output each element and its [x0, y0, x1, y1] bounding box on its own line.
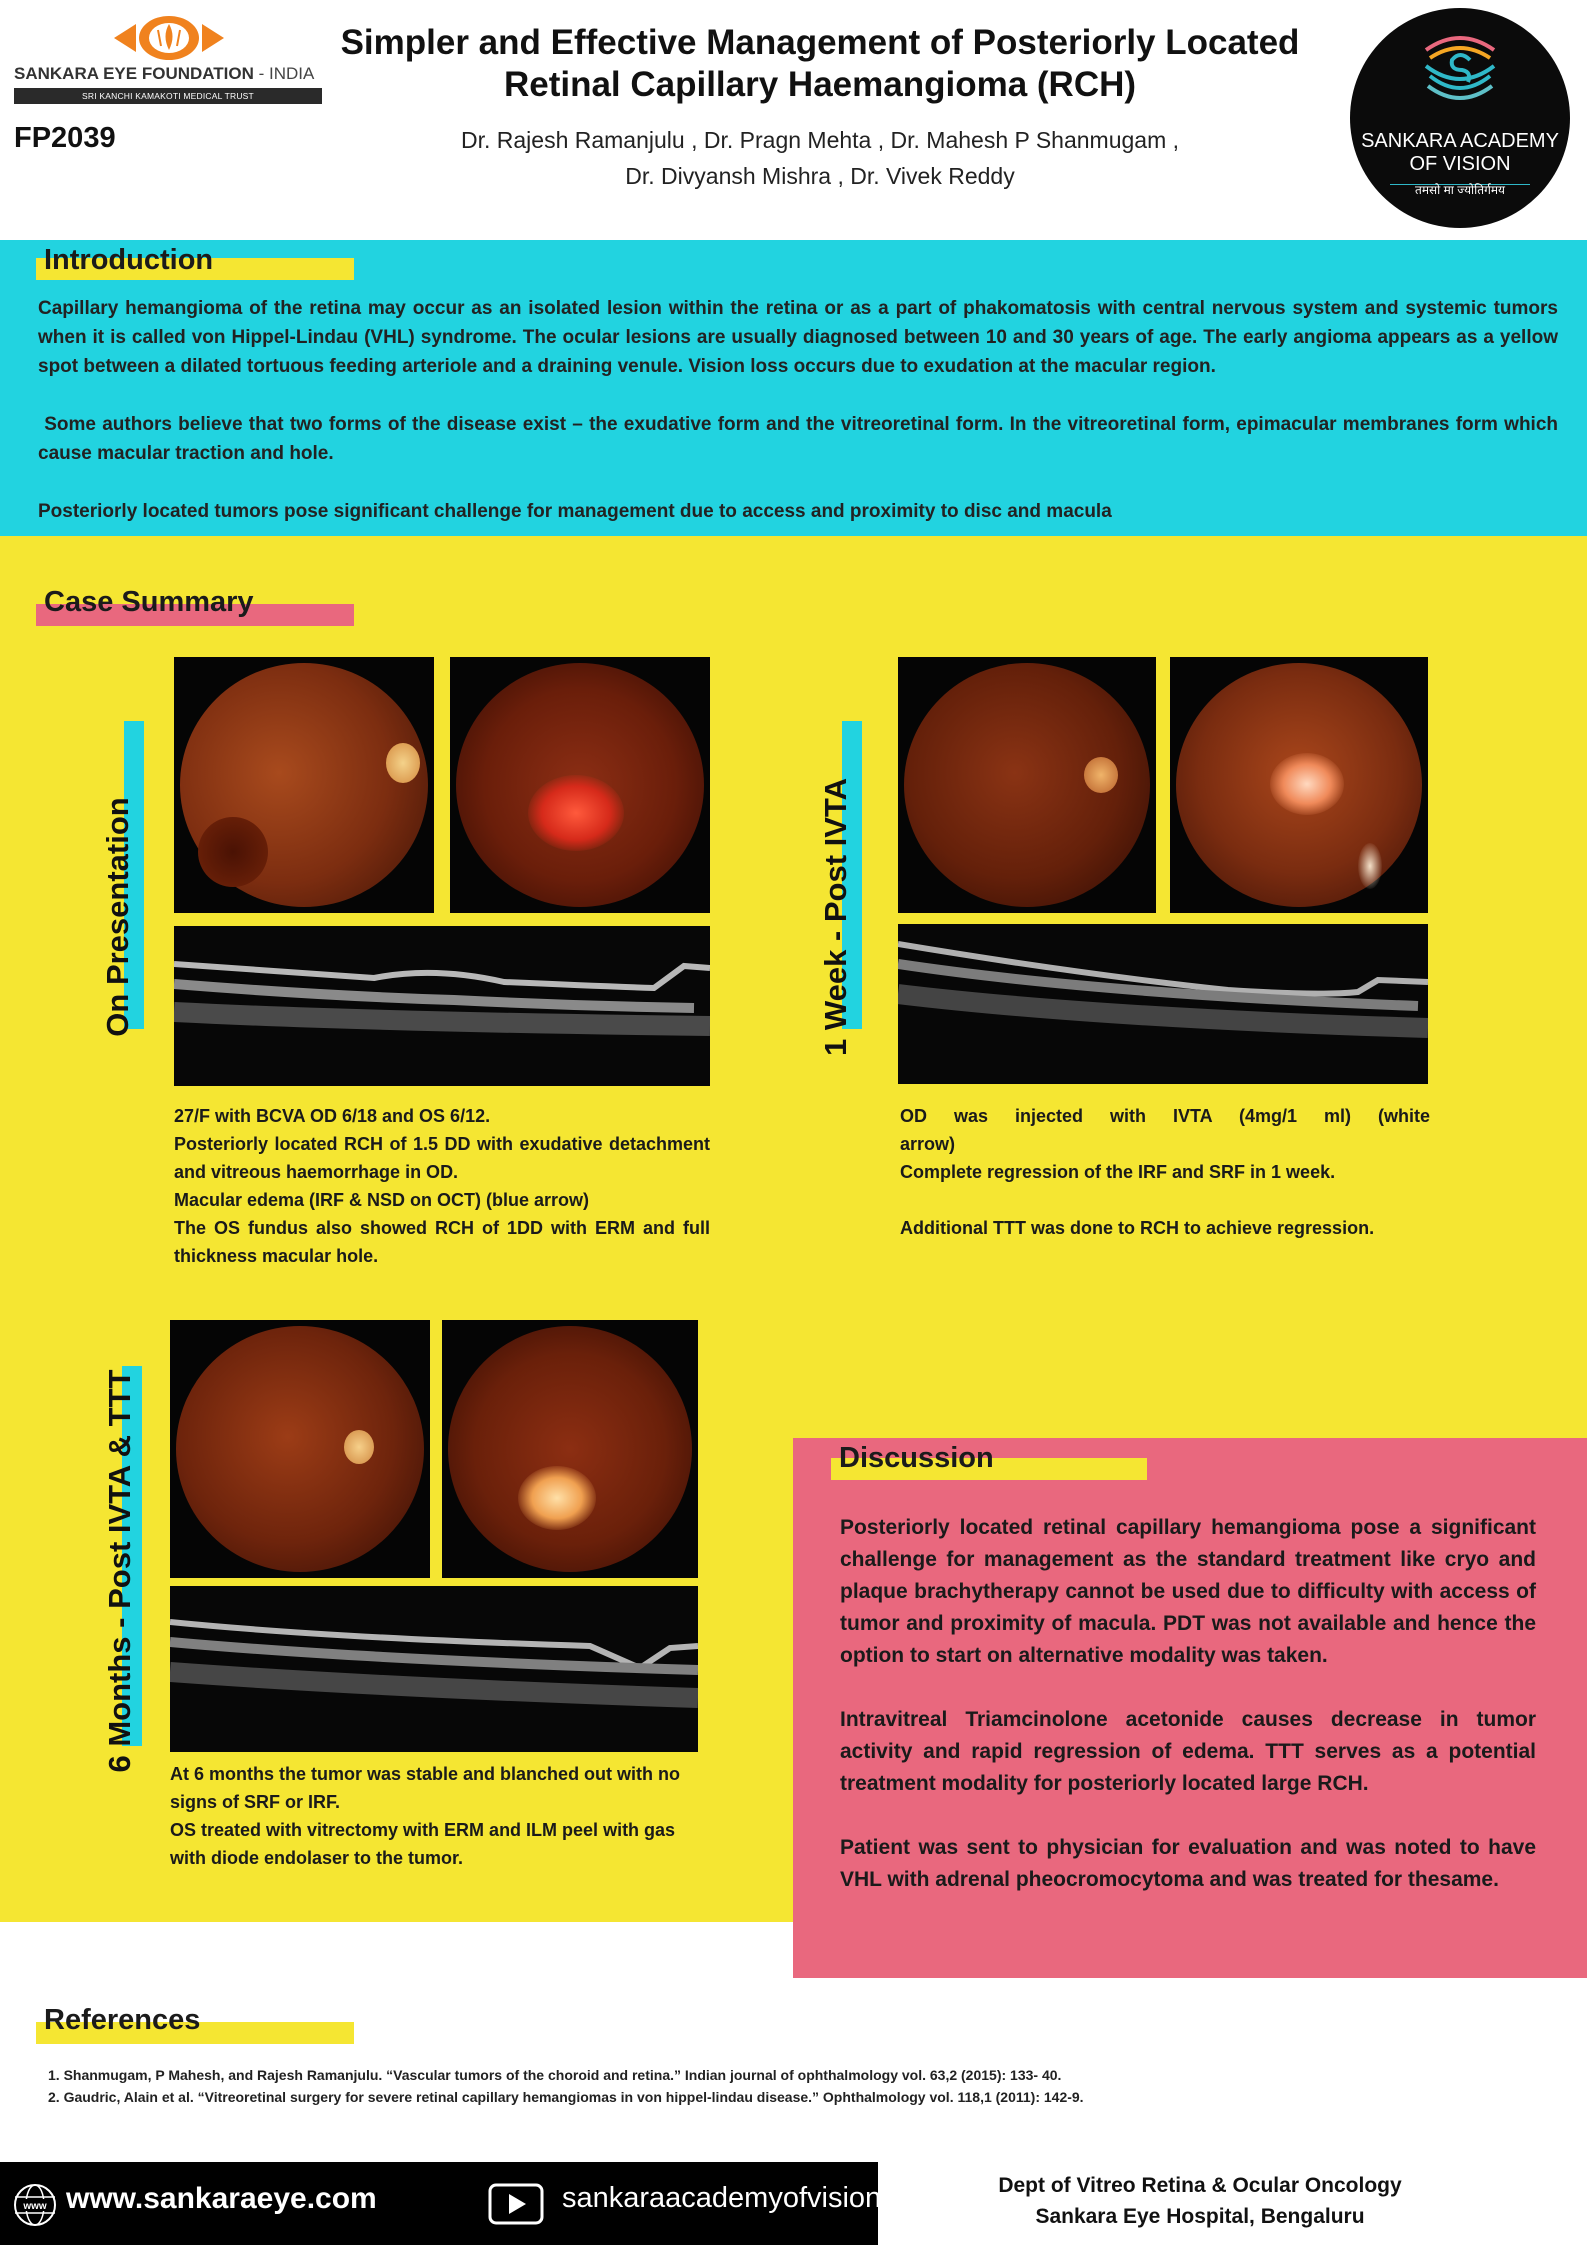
six-months-notes — [170, 1760, 700, 1872]
intro-paragraph: Some authors believe that two forms of the disease exist – the exudative form and the vitreoretinal form. In the vitreoretinal form, epimacular membranes form which cause macular traction and hole. — [38, 414, 1564, 464]
note-line: OS treated with vitrectomy with ERM and ILM peel with gas with diode endolaser to the tumor. — [170, 1820, 676, 1868]
authors-line: Dr. Rajesh Ramanjulu , Dr. Pragn Mehta , Dr. Mahesh P Shanmugam , — [460, 127, 1180, 153]
poster-title — [330, 22, 1310, 106]
sankara-lamp-logo-icon — [114, 14, 224, 62]
sankara-academy-logo — [1350, 8, 1570, 228]
note-line: Macular edema (IRF & NSD on OCT) (blue arrow) — [174, 1190, 590, 1210]
note-line: OD was injected with IVTA (4mg/1 ml) (white arrow) — [900, 1106, 1430, 1154]
academy-name — [1350, 130, 1570, 176]
academy-name-line: SANKARA ACADEMY — [1361, 130, 1559, 152]
title-line: Simpler and Effective Management of Posteriorly Located — [340, 23, 1300, 62]
discussion-paragraph: Posteriorly located retinal capillary hemangioma pose a significant challenge for management as the standard treatment like cryo and plaque brachytherapy cannot be used due to difficulty with access of tumor and proximity of macula. PDT was not available and hence the option to start on alternative modality was taken. — [840, 1516, 1536, 1667]
youtube-icon — [487, 2182, 545, 2226]
note-line: Posteriorly located RCH of 1.5 DD with exudative detachment and vitreous haemorrhage in OD. — [174, 1134, 710, 1182]
fundus-photo-od-presentation — [174, 657, 434, 913]
oct-scan-1week — [898, 924, 1428, 1084]
intro-paragraph: Capillary hemangioma of the retina may occur as an isolated lesion within the retina or as a part of phakomatosis with central nervous system and systemic tumors when it is called von Hippel-Lindau (VHL) syndrome. The ocular lesions are usually diagnosed between 10 and 30 years of age. The early angioma appears as a yellow spot between a dilated tortuous feeding arteriole and a draining venule. Vision loss occurs due to exudation at the macular region. — [38, 298, 1558, 377]
oct-scan-graphic — [174, 926, 710, 1086]
website-link[interactable]: www.sankaraeye.com — [66, 2182, 377, 2215]
presentation-notes — [174, 1102, 710, 1270]
note-line: Complete regression of the IRF and SRF in 1 week. — [900, 1162, 1336, 1182]
introduction-text — [38, 294, 1564, 526]
globe-icon-text: www — [23, 2201, 47, 2212]
fundus-photo-od-6months — [170, 1320, 430, 1578]
six-months-label: 6 Months - Post IVTA & TTT — [102, 1369, 137, 1773]
discussion-text — [840, 1512, 1536, 1896]
discussion-paragraph: Intravitreal Triamcinolone acetonide causes decrease in tumor activity and rapid regression of edema. TTT serves as a potential treatment modality for posteriorly located large RCH. — [840, 1708, 1536, 1795]
introduction-heading: Introduction — [44, 244, 214, 276]
authors — [330, 122, 1310, 194]
fundus-photo-od-1week — [898, 657, 1156, 913]
introduction-section — [0, 240, 1587, 536]
poster-code: FP2039 — [14, 122, 116, 154]
references-heading: References — [44, 2004, 201, 2036]
academy-tagline: तमसो मा ज्योतिर्गमय — [1415, 183, 1505, 197]
department-info — [965, 2170, 1435, 2232]
note-line: Additional TTT was done to RCH to achieve regression. — [900, 1218, 1375, 1238]
discussion-heading: Discussion — [839, 1442, 994, 1474]
academy-name-line: OF VISION — [1409, 153, 1511, 175]
dept-line: Sankara Eye Hospital, Bengaluru — [1035, 2205, 1365, 2228]
oct-scan-presentation — [174, 926, 710, 1086]
fundus-photo-os-6months — [442, 1320, 698, 1578]
authors-line: Dr. Divyansh Mishra , Dr. Vivek Reddy — [625, 163, 1015, 189]
note-line: 27/F with BCVA OD 6/18 and OS 6/12. — [174, 1106, 491, 1126]
discussion-paragraph: Patient was sent to physician for evaluation and was noted to have VHL with adrenal pheocromocytoma and was treated for thesame. — [840, 1836, 1536, 1891]
oct-scan-6months — [170, 1586, 698, 1752]
reference-item: 2. Gaudric, Alain et al. “Vitreoretinal surgery for severe retinal capillary hemangiomas in von hippel-lindau disease.” Ophthalmology vol. 118,1 (2011): 142-9. — [48, 2089, 1084, 2105]
footer-bar — [0, 2162, 882, 2245]
references-list — [48, 2064, 1568, 2108]
foundation-name: SANKARA EYE FOUNDATION - INDIA — [14, 64, 315, 83]
sankara-eye-foundation-logo — [14, 14, 322, 104]
intro-paragraph: Posteriorly located tumors pose significant challenge for management due to access and proximity to disc and macula — [38, 501, 1112, 522]
on-presentation-label: On Presentation — [100, 797, 135, 1037]
reference-item: 1. Shanmugam, P Mahesh, and Rajesh Ramanjulu. “Vascular tumors of the choroid and retina.” Indian journal of ophthalmology vol. 63,2 (2015): 133- 40. — [48, 2067, 1062, 2083]
trust-name: SRI KANCHI KAMAKOTI MEDICAL TRUST — [14, 88, 322, 104]
fundus-photo-os-1week — [1170, 657, 1428, 913]
one-week-notes — [900, 1102, 1430, 1242]
title-line: Retinal Capillary Haemangioma (RCH) — [503, 65, 1137, 104]
note-line: At 6 months the tumor was stable and blanched out with no signs of SRF or IRF. — [170, 1764, 681, 1812]
discussion-section — [793, 1438, 1587, 1978]
globe-icon — [12, 2182, 58, 2228]
youtube-channel-link[interactable]: sankaraacademyofvision — [562, 2182, 882, 2214]
note-line: The OS fundus also showed RCH of 1DD with ERM and full thickness macular hole. — [174, 1218, 710, 1266]
academy-eye-logo-icon — [1422, 30, 1498, 110]
one-week-label: 1 Week - Post IVTA — [818, 778, 853, 1056]
dept-line: Dept of Vitreo Retina & Ocular Oncology — [998, 2174, 1402, 2197]
case-summary-heading: Case Summary — [44, 586, 254, 618]
fundus-photo-os-presentation — [450, 657, 710, 913]
oct-scan-graphic — [898, 924, 1428, 1084]
oct-scan-graphic — [170, 1586, 698, 1752]
